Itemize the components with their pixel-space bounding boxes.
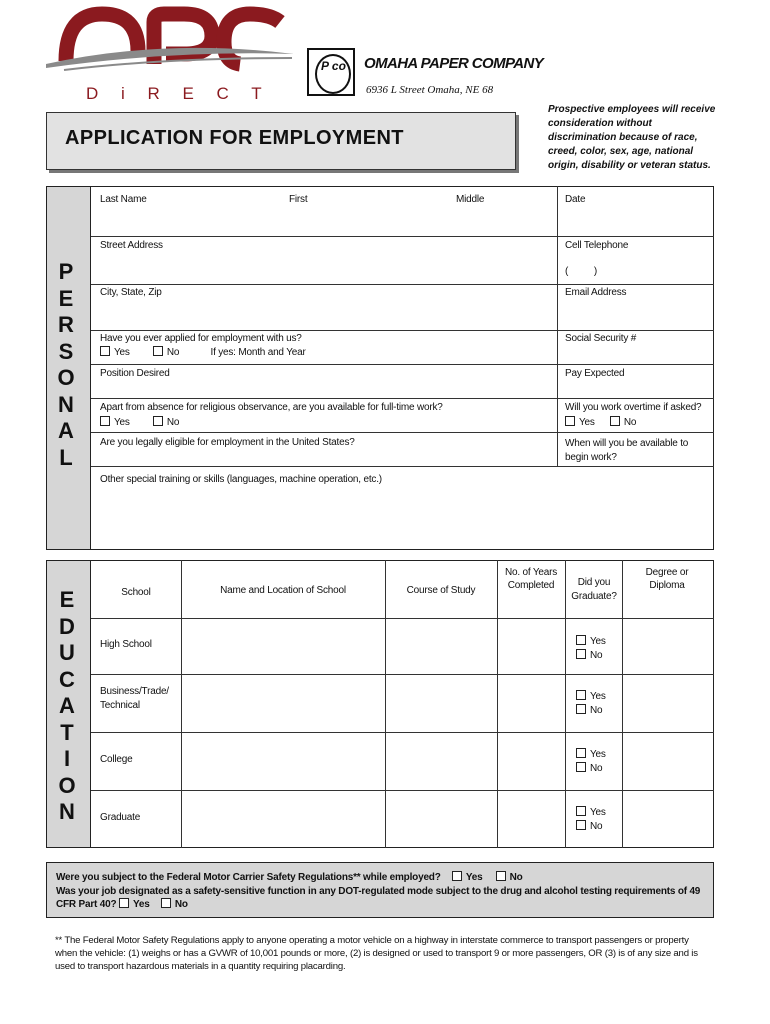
education-letters: [47, 587, 87, 826]
overtime-no-label: No: [623, 417, 637, 428]
full-time-no-label: No: [166, 417, 180, 428]
personal-letter: P: [58, 259, 74, 284]
position-desired-label: Position Desired: [100, 368, 170, 379]
available-question: When will you be available to begin work?: [565, 438, 689, 463]
education-letter: N: [59, 799, 75, 824]
opc-direct-logo: [44, 6, 296, 106]
safety-yes-checkbox[interactable]: [119, 898, 129, 908]
personal-letter: L: [59, 444, 73, 470]
education-side-label: [46, 560, 91, 848]
business-yes-checkbox[interactable]: [576, 690, 586, 700]
no-label: No: [590, 650, 603, 661]
first-name-label: First: [289, 194, 308, 205]
phone-area-code: ( ): [565, 266, 598, 277]
applied-yes-checkbox[interactable]: [100, 346, 110, 356]
ssn-label: Social Security #: [565, 333, 637, 344]
overtime-yes-label: Yes: [579, 417, 595, 428]
pay-expected-label: Pay Expected: [565, 368, 625, 379]
applied-no-label: No: [166, 347, 180, 358]
personal-letters: [47, 259, 85, 471]
application-title-box: [46, 112, 516, 170]
personal-letter: E: [58, 285, 74, 311]
dot-question-2: [56, 885, 706, 911]
education-letter: A: [59, 693, 75, 718]
overtime-no-checkbox[interactable]: [610, 416, 620, 426]
graduate-yes-checkbox[interactable]: [576, 806, 586, 816]
full-time-yes-checkbox[interactable]: [100, 416, 110, 426]
applied-before-question: Have you ever applied for employment with us?: [100, 333, 302, 344]
safety-no-label: No: [174, 899, 188, 910]
middle-name-label: Middle: [456, 194, 485, 205]
fmcsr-question: Were you subject to the Federal Motor Carrier Safety Regulations** while employed?: [56, 872, 441, 883]
overtime-options: [565, 416, 636, 428]
course-of-study-header: Course of Study: [406, 585, 476, 596]
city-state-zip-label: City, State, Zip: [100, 287, 162, 298]
high-school-label: High School: [100, 639, 152, 650]
education-letter: C: [59, 666, 75, 692]
high-school-yes-checkbox[interactable]: [576, 635, 586, 645]
applied-before-options: [100, 346, 306, 358]
date-label: Date: [565, 194, 586, 205]
personal-letter: O: [57, 365, 75, 390]
education-letter: U: [59, 640, 75, 665]
if-yes-label: If yes: Month and Year: [210, 347, 306, 358]
yes-label: Yes: [590, 807, 606, 818]
years-completed-header: No. of Years Completed: [504, 567, 558, 591]
fmsr-footnote: ** The Federal Motor Safety Regulations apply to anyone operating a motor vehicle on a highway in interstate commerce to transport passengers or property when the vehicle: (1) weighs or has a GVWR of 10,001 pounds or more, (2) is designed or used to transport 9 or more passengers, OR (3) is of any size and is used to transport hazardous materials in a quantity requiring placarding.: [55, 935, 698, 972]
page-title: APPLICATION FOR EMPLOYMENT: [65, 127, 404, 149]
school-header: School: [121, 587, 151, 598]
did-you-graduate-header: Did you Graduate?: [571, 577, 617, 602]
street-address-label: Street Address: [100, 240, 163, 251]
no-label: No: [590, 705, 603, 716]
yes-label: Yes: [590, 749, 606, 760]
applied-yes-label: Yes: [114, 347, 130, 358]
pco-mark: P co: [321, 59, 346, 73]
degree-header: Degree or Diploma: [645, 567, 689, 591]
overtime-yes-checkbox[interactable]: [565, 416, 575, 426]
personal-letter: A: [58, 418, 74, 443]
college-no-checkbox[interactable]: [576, 762, 586, 772]
graduate-school-options: [576, 806, 606, 834]
company-address: 6936 L Street Omaha, NE 68: [366, 84, 494, 96]
fmcsr-yes-label: Yes: [465, 872, 483, 883]
dot-question-1: [56, 871, 523, 883]
graduate-no-checkbox[interactable]: [576, 820, 586, 830]
education-letter: I: [63, 746, 71, 771]
last-name-label: Last Name: [100, 194, 147, 205]
full-time-options: [100, 416, 179, 428]
business-no-checkbox[interactable]: [576, 704, 586, 714]
email-address-label: Email Address: [565, 287, 627, 298]
no-label: No: [590, 763, 603, 774]
full-time-no-checkbox[interactable]: [153, 416, 163, 426]
high-school-graduate-options: [576, 635, 606, 663]
safety-sensitive-question: Was your job designated as a safety-sensitive function in any DOT-regulated mode subject to the drug and alcohol testing requirements of 49 CFR Part 40?: [56, 886, 701, 910]
high-school-no-checkbox[interactable]: [576, 649, 586, 659]
full-time-question: Apart from absence for religious observance, are you available for full-time work?: [100, 402, 443, 413]
safety-no-checkbox[interactable]: [161, 898, 171, 908]
safety-yes-label: Yes: [133, 899, 150, 910]
eligible-question: Are you legally eligible for employment in the United States?: [100, 437, 355, 448]
college-yes-checkbox[interactable]: [576, 748, 586, 758]
applied-no-checkbox[interactable]: [153, 346, 163, 356]
college-graduate-options: [576, 748, 606, 776]
no-label: No: [590, 821, 603, 832]
education-letter: D: [59, 613, 75, 639]
dot-regulations-box: [46, 862, 714, 918]
personal-letter: S: [58, 338, 74, 364]
pco-logo: [307, 48, 355, 96]
name-location-header: Name and Location of School: [220, 585, 346, 596]
personal-letter: R: [58, 312, 74, 337]
education-letter: E: [59, 587, 75, 612]
cell-telephone-label: Cell Telephone: [565, 240, 629, 251]
omaha-paper-company-logo: OMAHA PAPER COMPANY: [364, 55, 544, 72]
college-label: College: [100, 754, 133, 765]
business-trade-label: Business/Trade/ Technical: [100, 686, 169, 711]
graduate-label: Graduate: [100, 812, 141, 823]
fmcsr-no-checkbox[interactable]: [496, 871, 506, 881]
business-graduate-options: [576, 690, 606, 718]
direct-word: D i R E C T: [86, 84, 271, 103]
yes-label: Yes: [590, 636, 606, 647]
education-letter: O: [58, 772, 76, 798]
personal-side-label: [46, 186, 91, 550]
overtime-question: Will you work overtime if asked?: [565, 402, 702, 413]
special-training-label: Other special training or skills (languages, machine operation, etc.): [100, 474, 382, 485]
fmcsr-no-label: No: [509, 872, 523, 883]
eeo-statement: Prospective employees will receive consideration without discrimination because of race, creed, color, sex, age, national origin, disability or veteran status.: [548, 104, 716, 171]
yes-label: Yes: [590, 691, 606, 702]
education-letter: T: [60, 719, 74, 745]
full-time-yes-label: Yes: [114, 417, 130, 428]
fmcsr-yes-checkbox[interactable]: [452, 871, 462, 881]
personal-letter: N: [58, 391, 74, 417]
